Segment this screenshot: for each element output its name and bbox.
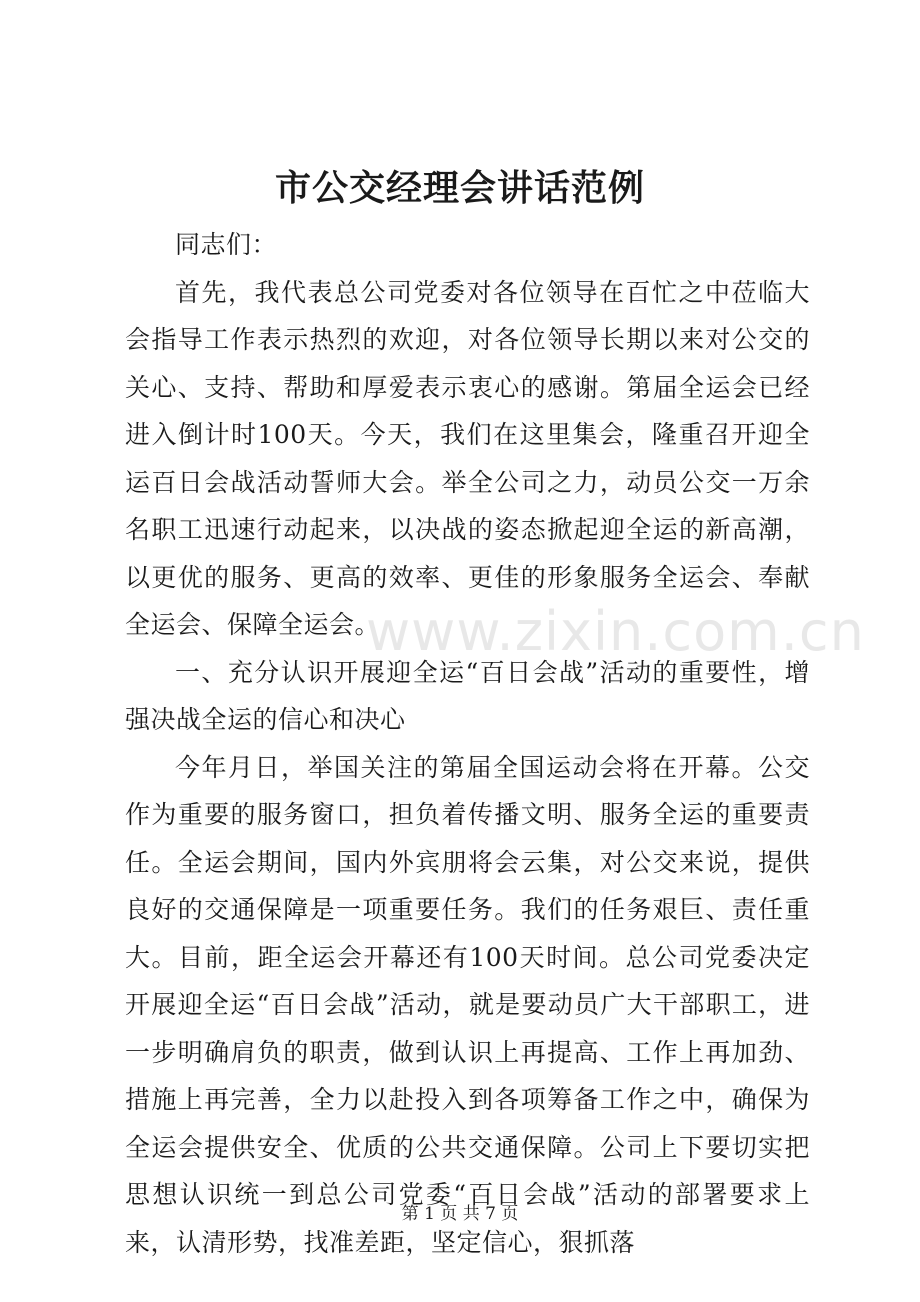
body-paragraph: 首先，我代表总公司党委对各位领导在百忙之中莅临大会指导工作表示热烈的欢迎，对各位领导长期以来对公交的关心、支持、帮助和厚爱表示衷心的感谢。第届全运会已经进入倒计时100天。今天，我们在这里集会，隆重召开迎全运百日会战活动誓师大会。举全公司之力，动员公交一万余名职工迅速行动起来，以决战的姿态掀起迎全运的新高潮，以更优的服务、更高的效率、更佳的形象服务全运会、奉献全运会、保障全运会。 (125, 277, 810, 639)
body-paragraph: 今年月日，举国关注的第届全国运动会将在开幕。公交作为重要的服务窗口，担负着传播文明、服务全运的重要责任。全运会期间，国内外宾朋将会云集，对公交来说，提供良好的交通保障是一项重要任务。我们的任务艰巨、责任重大。目前，距全运会开幕还有100天时间。总公司党委决定开展迎全运“百日会战”活动，就是要动员广大干部职工，进一步明确肩负的职责，做到认识上再提高、工作上再加劲、措施上再完善，全力以赴投入到各项筹备工作之中，确保为全运会提供安全、优质的公共交通保障。公司上下要切实把思想认识统一到总公司党委“百日会战”活动的部署要求上来，认清形势，找准差距，坚定信心，狠抓落 (125, 752, 810, 1257)
page-number: 第 1 页 共 7 页 (401, 1204, 519, 1224)
document-body (125, 221, 810, 1266)
document-title: 市公交经理会讲话范例 (274, 167, 645, 209)
section-heading: 一、充分认识开展迎全运“百日会战”活动的重要性，增强决战全运的信心和决心 (125, 657, 810, 734)
salutation-paragraph: 同志们： (175, 230, 278, 259)
watermark: www.zixin.com.cn (366, 600, 865, 663)
